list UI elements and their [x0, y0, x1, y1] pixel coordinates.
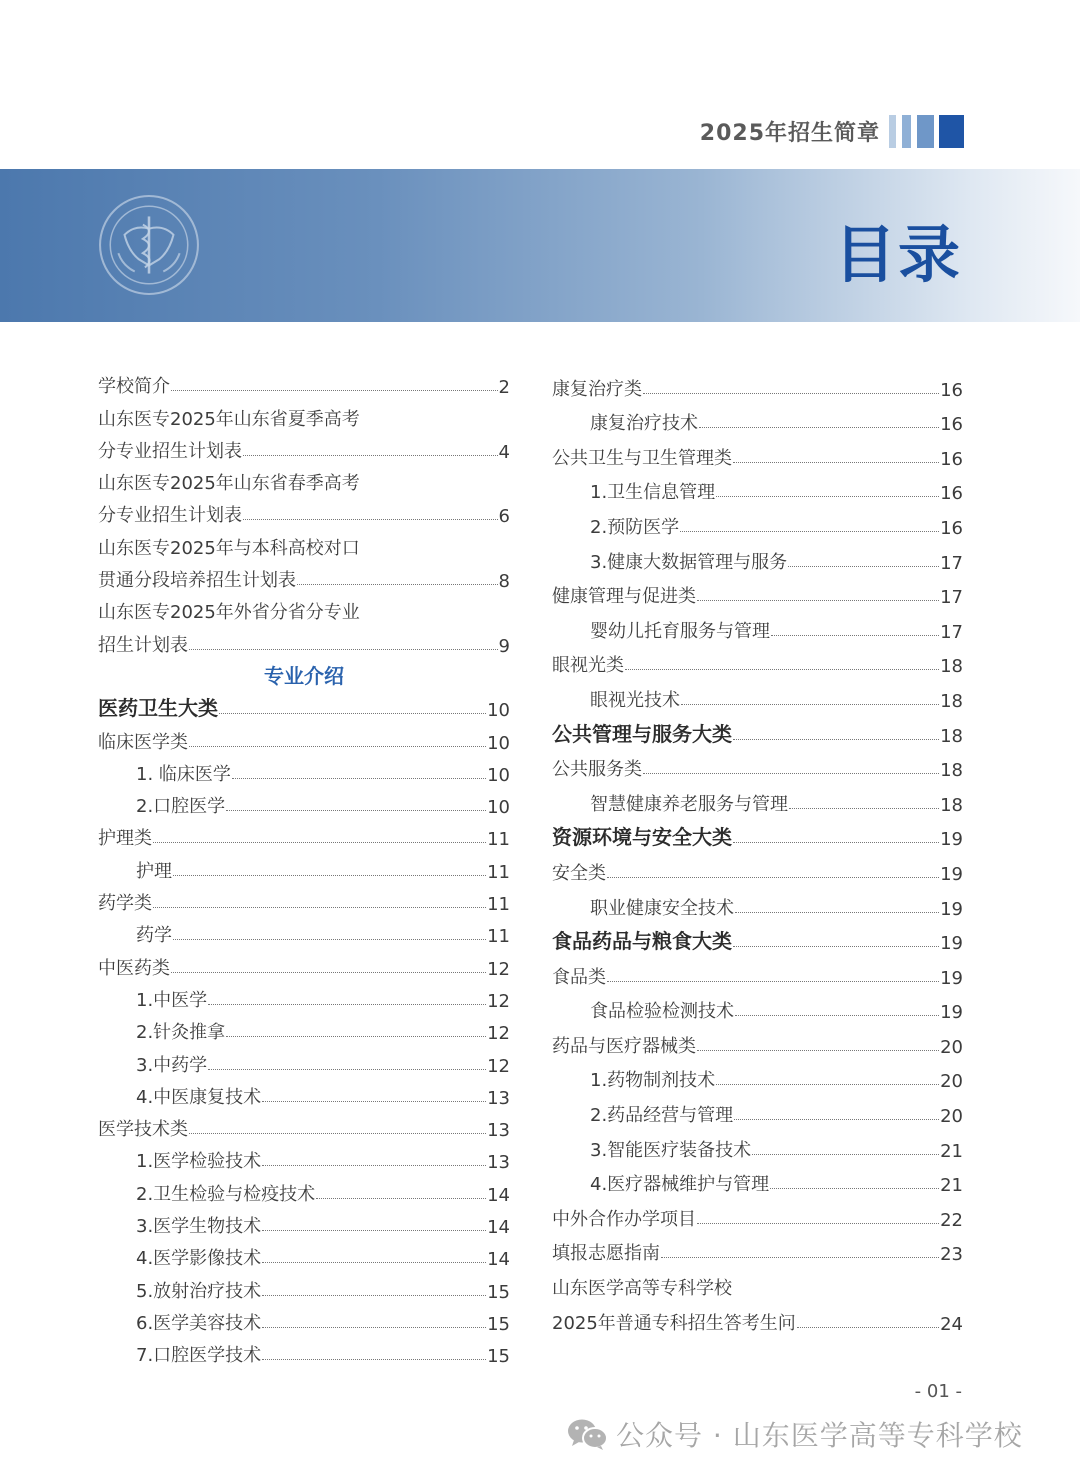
toc-leader-dots — [262, 1359, 486, 1360]
footer-text: 公众号 · 山东医学高等专科学校 — [616, 1419, 1023, 1452]
toc-entry — [552, 816, 963, 851]
toc-entry-page: 11 — [487, 926, 510, 948]
toc-entry-page: 11 — [487, 861, 510, 883]
toc-entry-label: 分专业招生计划表 — [98, 440, 242, 462]
toc-entry-label: 护理 — [136, 860, 172, 882]
toc-entry — [552, 1023, 963, 1058]
toc-entry — [98, 560, 510, 592]
toc-entry — [552, 850, 963, 885]
toc-leader-dots — [733, 946, 939, 947]
toc-entry-label: 职业健康安全技术 — [590, 897, 734, 919]
toc-entry — [98, 431, 510, 463]
toc-entry-label: 公共管理与服务大类 — [552, 721, 732, 746]
toc-entry-label: 2025年普通专科招生答考生问 — [552, 1312, 796, 1334]
toc-entry-page: 22 — [940, 1209, 963, 1231]
toc-entry — [552, 1092, 963, 1127]
toc-entry — [98, 592, 510, 624]
toc-entry-page: 13 — [487, 1087, 510, 1109]
toc-leader-dots — [788, 566, 939, 567]
toc-entry-page: 13 — [487, 1152, 510, 1174]
toc-leader-dots — [153, 842, 486, 843]
toc-entry-page: 16 — [940, 379, 963, 401]
toc-entry — [552, 608, 963, 643]
toc-entry-page: 15 — [487, 1346, 510, 1368]
toc-entry — [552, 470, 963, 505]
toc-entry — [98, 850, 510, 882]
toc-entry-label: 2.卫生检验与检疫技术 — [136, 1183, 316, 1205]
toc-entry — [98, 495, 510, 527]
toc-entry-page: 19 — [940, 898, 963, 920]
toc-entry-label: 资源环境与安全大类 — [552, 825, 732, 850]
toc-entry-label: 1.药物制剂技术 — [590, 1070, 716, 1092]
toc-entry-label: 山东医专2025年山东省夏季高考 — [98, 408, 360, 430]
toc-entry — [552, 1058, 963, 1093]
header-title: 2025年招生简章 — [699, 121, 880, 146]
toc-leader-dots — [716, 496, 939, 497]
toc-entry — [552, 1300, 963, 1335]
toc-leader-dots — [208, 1004, 486, 1005]
toc-entry — [552, 1231, 963, 1266]
toc-entry — [98, 1141, 510, 1173]
toc-entry-label: 安全类 — [552, 862, 606, 884]
toc-entry-label: 1.卫生信息管理 — [590, 482, 716, 504]
toc-leader-dots — [243, 455, 498, 456]
toc-leader-dots — [625, 669, 939, 670]
toc-entry-label: 招生计划表 — [98, 634, 188, 656]
toc-leader-dots — [680, 531, 939, 532]
toc-leader-dots — [189, 1133, 486, 1134]
toc-entry-label: 山东医专2025年与本科高校对口 — [98, 537, 360, 559]
toc-leader-dots — [171, 972, 486, 973]
toc-leader-dots — [262, 1327, 486, 1328]
toc-entry-page: 17 — [940, 621, 963, 643]
toc-entry-label: 食品检验检测技术 — [590, 1001, 734, 1023]
wechat-icon — [566, 1417, 608, 1451]
toc-entry-page: 18 — [940, 690, 963, 712]
toc-entry-page: 12 — [487, 1023, 510, 1045]
toc-entry — [98, 1303, 510, 1335]
toc-entry-page: 9 — [498, 635, 510, 657]
toc-entry-page: 2 — [498, 377, 510, 399]
toc-entry — [98, 1012, 510, 1044]
toc-entry-page: 16 — [940, 448, 963, 470]
toc-leader-dots — [316, 1198, 486, 1199]
toc-leader-dots — [643, 393, 939, 394]
toc-entry — [552, 401, 963, 436]
toc-entry-page: 17 — [940, 587, 963, 609]
toc-entry-label: 学校简介 — [98, 376, 170, 398]
toc-entry-label: 4.医疗器械维护与管理 — [590, 1174, 770, 1196]
toc-entry-label: 1. 临床医学 — [136, 763, 231, 785]
toc-entry-page: 18 — [940, 760, 963, 782]
toc-entry-label: 5.放射治疗技术 — [136, 1280, 262, 1302]
toc-leader-dots — [171, 390, 498, 391]
toc-entry-page: 14 — [487, 1184, 510, 1206]
toc-entry — [98, 883, 510, 915]
toc-leader-dots — [262, 1165, 486, 1166]
toc-entry-page: 19 — [940, 829, 963, 851]
toc-entry-label: 中外合作办学项目 — [552, 1208, 696, 1230]
toc-leader-dots — [297, 584, 498, 585]
toc-entry — [98, 527, 510, 559]
toc-entry — [552, 885, 963, 920]
toc-leader-dots — [208, 1069, 486, 1070]
toc-entry-label: 护理类 — [98, 828, 152, 850]
toc-entry-page: 17 — [940, 552, 963, 574]
toc-entry-label: 2.药品经营与管理 — [590, 1105, 734, 1127]
toc-entry-label: 医药卫生大类 — [98, 696, 218, 721]
toc-leader-dots — [797, 1327, 939, 1328]
toc-entry-page: 20 — [940, 1036, 963, 1058]
toc-leader-dots — [770, 1188, 939, 1189]
toc-entry — [552, 574, 963, 609]
toc-entry-page: 18 — [940, 656, 963, 678]
toc-entry-label: 3.健康大数据管理与服务 — [590, 551, 788, 573]
toc-leader-dots — [607, 981, 939, 982]
toc-entry-page: 12 — [487, 958, 510, 980]
toc-entry-label: 公共服务类 — [552, 759, 642, 781]
toc-entry — [552, 1265, 963, 1300]
toc-entry-label: 健康管理与促进类 — [552, 586, 696, 608]
toc-left-column — [98, 366, 510, 1367]
toc-entry-page: 14 — [487, 1217, 510, 1239]
toc-entry — [552, 1127, 963, 1162]
toc-entry-label: 3.医学生物技术 — [136, 1216, 262, 1238]
toc-entry-label: 1.医学检验技术 — [136, 1151, 262, 1173]
toc-entry — [98, 1335, 510, 1367]
toc-entry — [552, 504, 963, 539]
toc-entry-label: 食品药品与粮食大类 — [552, 929, 732, 954]
toc-entry-label: 填报志愿指南 — [552, 1243, 660, 1265]
toc-leader-dots — [173, 939, 486, 940]
toc-entry — [552, 539, 963, 574]
toc-leader-dots — [262, 1295, 486, 1296]
toc-leader-dots — [735, 1015, 939, 1016]
toc-entry — [98, 1044, 510, 1076]
toc-entry-page: 8 — [498, 571, 510, 593]
toc-leader-dots — [219, 713, 486, 714]
page-title: 目录 — [833, 218, 962, 291]
toc-leader-dots — [607, 877, 939, 878]
toc-leader-dots — [716, 1084, 939, 1085]
toc-entry-label: 7.口腔医学技术 — [136, 1345, 262, 1367]
toc-leader-dots — [697, 1223, 939, 1224]
toc-leader-dots — [734, 1119, 939, 1120]
header-bar — [902, 115, 911, 148]
header-bar — [889, 115, 896, 148]
toc-leader-dots — [173, 875, 486, 876]
header-bar — [939, 115, 964, 148]
toc-section-heading — [98, 657, 510, 689]
toc-entry-page: 16 — [940, 517, 963, 539]
toc-entry — [552, 989, 963, 1024]
toc-entry-label: 康复治疗技术 — [590, 413, 698, 435]
toc-leader-dots — [243, 519, 498, 520]
toc-entry — [552, 712, 963, 747]
toc-entry-page: 10 — [487, 764, 510, 786]
toc-entry-page: 19 — [940, 1002, 963, 1024]
toc-leader-dots — [661, 1257, 939, 1258]
toc-entry-label: 3.中药学 — [136, 1054, 208, 1076]
toc-leader-dots — [697, 600, 939, 601]
toc-leader-dots — [752, 1154, 939, 1155]
toc-entry-label: 专业介绍 — [264, 663, 344, 688]
toc-entry-page: 12 — [487, 990, 510, 1012]
toc-entry-page: 10 — [487, 732, 510, 754]
toc-entry-page: 18 — [940, 725, 963, 747]
toc-entry — [552, 435, 963, 470]
toc-leader-dots — [733, 462, 939, 463]
toc-entry-label: 中医药类 — [98, 957, 170, 979]
toc-entry-label: 4.医学影像技术 — [136, 1248, 262, 1270]
toc-entry-page: 20 — [940, 1071, 963, 1093]
toc-entry-page: 12 — [487, 1055, 510, 1077]
toc-entry-label: 4.中医康复技术 — [136, 1086, 262, 1108]
toc-entry-page: 10 — [487, 797, 510, 819]
toc-entry-label: 3.智能医疗装备技术 — [590, 1139, 752, 1161]
toc-entry-page: 19 — [940, 863, 963, 885]
toc-leader-dots — [262, 1101, 486, 1102]
toc-entry-page: 16 — [940, 483, 963, 505]
toc-entry-label: 药学类 — [98, 893, 152, 915]
toc-leader-dots — [189, 746, 486, 747]
toc-entry-label: 眼视光技术 — [590, 689, 680, 711]
toc-leader-dots — [226, 810, 486, 811]
toc-entry — [98, 721, 510, 753]
toc-entry-page: 15 — [487, 1313, 510, 1335]
toc-entry — [98, 1270, 510, 1302]
toc-entry — [98, 1173, 510, 1205]
toc-entry-page: 6 — [498, 506, 510, 528]
toc-entry — [98, 366, 510, 398]
toc-entry — [98, 754, 510, 786]
toc-entry-label: 药品与医疗器械类 — [552, 1035, 696, 1057]
toc-entry — [98, 947, 510, 979]
toc-entry-label: 智慧健康养老服务与管理 — [590, 793, 788, 815]
toc-entry — [552, 1196, 963, 1231]
footer — [566, 1414, 1046, 1454]
toc-entry — [552, 1162, 963, 1197]
toc-entry-page: 16 — [940, 414, 963, 436]
toc-leader-dots — [681, 704, 939, 705]
toc-entry-label: 药学 — [136, 925, 172, 947]
toc-entry-label: 眼视光类 — [552, 655, 624, 677]
toc-leader-dots — [789, 808, 939, 809]
toc-entry-page: 11 — [487, 829, 510, 851]
toc-leader-dots — [699, 427, 939, 428]
toc-entry — [98, 1238, 510, 1270]
toc-entry — [98, 398, 510, 430]
toc-entry-page: 19 — [940, 933, 963, 955]
toc-entry-page: 18 — [940, 794, 963, 816]
toc-entry — [98, 786, 510, 818]
toc-entry-label: 康复治疗类 — [552, 378, 642, 400]
toc-entry — [98, 689, 510, 721]
toc-entry-label: 医学技术类 — [98, 1119, 188, 1141]
toc-entry-label: 6.医学美容技术 — [136, 1312, 262, 1334]
toc-leader-dots — [232, 778, 486, 779]
toc-entry-page: 21 — [940, 1140, 963, 1162]
toc-leader-dots — [189, 649, 498, 650]
toc-entry — [552, 747, 963, 782]
toc-entry — [552, 366, 963, 401]
toc-entry-page: 24 — [940, 1313, 963, 1335]
toc-entry — [98, 818, 510, 850]
toc-entry-label: 分专业招生计划表 — [98, 505, 242, 527]
toc-leader-dots — [733, 842, 939, 843]
school-seal-icon — [98, 194, 200, 296]
toc-entry-label: 贯通分段培养招生计划表 — [98, 570, 296, 592]
toc-entry-label: 山东医专2025年山东省春季高考 — [98, 473, 360, 495]
toc-entry — [98, 915, 510, 947]
toc-leader-dots — [771, 635, 939, 636]
toc-entry-label: 食品类 — [552, 966, 606, 988]
toc-entry — [552, 643, 963, 678]
toc-entry — [552, 677, 963, 712]
toc-leader-dots — [262, 1262, 486, 1263]
toc-entry-label: 1.中医学 — [136, 989, 208, 1011]
toc-entry-label: 山东医专2025年外省分省分专业 — [98, 602, 360, 624]
toc-entry — [98, 980, 510, 1012]
toc-entry-label: 临床医学类 — [98, 731, 188, 753]
toc-entry-label: 2.口腔医学 — [136, 796, 226, 818]
toc-entry — [98, 463, 510, 495]
toc-entry-label: 山东医学高等专科学校 — [552, 1278, 732, 1300]
toc-entry-page: 21 — [940, 1175, 963, 1197]
toc-leader-dots — [733, 739, 939, 740]
toc-entry — [552, 920, 963, 955]
page-number: - 01 - — [914, 1381, 962, 1402]
toc-entry-label: 2.针灸推拿 — [136, 1022, 226, 1044]
toc-leader-dots — [735, 912, 939, 913]
toc-entry-page: 11 — [487, 894, 510, 916]
toc-entry-label: 婴幼儿托育服务与管理 — [590, 620, 770, 642]
toc-entry — [98, 1206, 510, 1238]
header-bar — [917, 115, 934, 148]
toc-entry — [552, 781, 963, 816]
toc-entry-label: 2.预防医学 — [590, 516, 680, 538]
toc-entry — [98, 624, 510, 656]
toc-entry-page: 13 — [487, 1120, 510, 1142]
toc-leader-dots — [697, 1050, 939, 1051]
toc-entry — [98, 1109, 510, 1141]
toc-entry-page: 10 — [487, 700, 510, 722]
toc-entry-page: 20 — [940, 1106, 963, 1128]
toc-leader-dots — [153, 907, 486, 908]
toc-entry-label: 公共卫生与卫生管理类 — [552, 447, 732, 469]
header-decoration-bars — [889, 115, 964, 148]
toc-entry — [98, 1077, 510, 1109]
toc-entry-page: 23 — [940, 1244, 963, 1266]
toc-leader-dots — [643, 773, 939, 774]
toc-entry-page: 4 — [498, 441, 510, 463]
toc-entry-page: 15 — [487, 1281, 510, 1303]
toc-entry-page: 14 — [487, 1249, 510, 1271]
toc-right-column — [552, 366, 963, 1335]
toc-leader-dots — [262, 1230, 486, 1231]
toc-entry — [552, 954, 963, 989]
toc-leader-dots — [226, 1036, 486, 1037]
toc-entry-page: 19 — [940, 967, 963, 989]
